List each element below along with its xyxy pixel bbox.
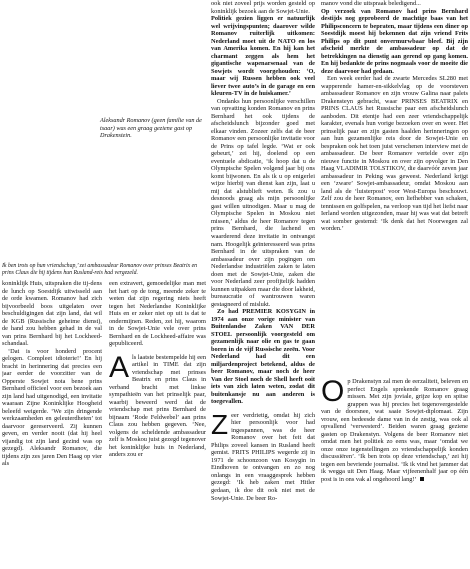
- bold-paragraph: Zo had PREMIER KOSYGIN in 1974 aan onze vorige minister van Buitenlandse Zaken VAN DER STOEL persoonlijk voorgesteld om gezamenlijk naar olie en gas te gaan boren in de vijf Russische zeeën. Voor Nederland had dit een miljardenproject betekend, aldus de beer Romanov, maar noch de heer Van der Stoel noch de Shell heeft ooit iets van zich laten weten, zodat dit buitenkansje nu aan anderen is toegevallen.: [211, 308, 315, 406]
- paragraph: ‘Dat is voor honderd procent gelogen. Compleet idioterie!’ En hij bracht in herinnering dat precies een jaar eerder de voorzitter van de Opperste Sowjet nota bene prins Bernhard officieel voor een bezoek aan zijn land had uitgenodigd, een invitatie waaraan Zijne Koninklijke Hoogheid beleefd weigerde. ‘We zijn dringende werkzaamheden en geleuterdheten’ tot daarvoor gereserveerd. Zij kunnen geven, en verder nooit (dat hij heel vijandig tot zijn land gezind was op gezegd). Aleksandr Romanov, die tijdens zijn zes jaren Den Haag op vier als: [2, 347, 102, 468]
- paragraph-text: p Drakenstyn zal men de eerzaliteit, beleven en perfect Engels sprekende Romanov graag missen. Met zijn joviale, grijze kop en spitse grappen was hij precies het tegenovergestelde van de doorsnee, wat saaie Sowjet-diplomaat. Zijn vrouw, een bedeesde dame van in de zestig, was ook al opvallend ‘verwesterd’. Beiden waren graag geziene gasten op Drakenstyn. Volgens de beer Romanov niet omdat men het politiek zo eens was, maar ‘omdat we onze onze tegenstellingen zo vriendschappelijk konden discussiëren’. ‘Ik ben trots op deze vriendschap,’ zei hij tegen een bevriende journalist. ‘Ik ik vind het jammer dat ik wegga uit Den Haag. Maar vijfeenenhalf jaar op één post is in ons vak al ongehoord lang!’: [321, 378, 468, 483]
- paragraph-text: eer verdrietig, omdat hij zich hier persoonlijk voor had ingespannen, was de heer Romanov over het feit dat Philips zoveel kansen in Rusland heeft gemist. FRITS PHILIPS wegerde zij in 1971 de schoonzoon van Kosygin in Eindhoven te ontvangen en zo nog onlangs in een vraaggesprek hebben gezegd: ‘Ik heb zaken met Hitler gedaan, ik doe dit ook niet met de Sowjet-Unie. De beer Ro-: [211, 411, 315, 502]
- text-column-4: [321, 0, 468, 569]
- paragraph: koninklijk Huis, uitspraken die tij-dens de lunch op Soestdijk uitwisseld aan de orde kwamen. Romanov had zich bijvoorbeeld boos uitgelaten over beschuldigingen dat zijn land, dat wil de KGB (Russische geheime dienst), de hand zou hebben gehad in de val van prins Bernhard bij het Lockheed-schandaal.: [2, 280, 102, 348]
- paragraph: manov vond die uitspraak beledigend...: [321, 0, 421, 7]
- dropcap-paragraph: [109, 350, 206, 459]
- bold-paragraph: Op verzoek van Romanov had prins Bernhard destijds nog geprobeerd de machtige baas van het Philipsconcern te bepraten, maar tijdens een diner op Soestdijk moest hij bekennen dat zijn vriend Frits Philips op dit punt onvermurwbaar bleef. Bij zijn afscheid merkte de ambassadeur op dat de betrekkingen na dienstig aan gerend op gang komen. En hij bedankte de prins nogmaals voor de moeite die deze daarvoor had gedaan.: [321, 7, 468, 75]
- dropcap-letter: Z: [211, 408, 229, 440]
- paragraph: ook niet zoveel prijs worden gesteld op koninklijk bezoek aan de Sowjet-Unie.: [211, 0, 315, 15]
- column-top: [321, 0, 468, 372]
- end-mark: [420, 477, 424, 481]
- text-column-3: [211, 0, 315, 569]
- paragraph: Een week eerder had de zwarte Mercedes SL280 met wapperende hamer-en-sikkelvlag op de voorsteven ambassadeur Romanov en zijn vrouw Galina naar paleis Drakensteyn gebracht, waar PRINSES BEATRIX en PRINS CLAUS het Russische paar een afscheidslunch aanboden. Dit etentje had een zeer vriendschappelijk karakter, evenals hun vorige bezoeken over en weer. Het prinselijk paar en zijn gasten haalden herinneringen op aan hun gezamenlijke reis door de Sowjet-Unie en bespraken ook het toen juist verschenen interview met de ambassadeur. De beer Romanov vertelde over zijn nieuwe functie in Moskou en over zijn opvolger in Den Haag VLADIMIR TOLSTIKOV, die daarvóór zeven jaar ambassadeur in Peking was geweest. Nederland krijgt een ‘zware’ Sowjet-ambassadeur, omdat Moskou aan land als de ‘luisterpost’ voor West-Europa beschouwt. Zelf zou de heer Romanov, een liefhebber van schaken, tennissen en golfspelen, na verloop van tijd het liefst naar Ierland worden uitgezonden, maar hij was wat dat betreft wat somber gestemd: ‘Ik denk dat het Noorwegen zal worden.’: [321, 75, 468, 233]
- bold-paragraph: Politiek gezien liggen er natuurlijk wel wrijvingspunten; daarover wilde Romanov ruiterlijk uitkomen: Nederland moet uit de NATO en los van Amerika komen. En hij kan het charmant zeggen als hem het gigantische wapenarsenaal van de Sowjets wordt voorgehouden: ‘O, maar wij Russen hebben ook veel liever twee auto’s in de garage en een kleuren-TV in de huiskamer.’: [211, 15, 315, 98]
- paragraph-text: ls laatste bestempelde hij een artikel in TIME dat zijn vriendschap met prinses Beatrix en prins Claus in verband bracht met linkse sympathieën van het prinselijk paar, waarbij beweerd werd dat de vriendschap met prins Bernhard de bijnaam ‘Rode Feldwebel’ aan prins Claus zou hebben gegeven. ‘Nee, volgens de scheldende ambassadeur zelf is Moskou juist gezegd tegenover het koninklijke huis in Nederland, anders zou er: [109, 353, 206, 459]
- paragraph: Ondanks hun persoonlijke verschillen van opvatting konden Romanov en prins Bernhard het ook tijdens de afscheidslunch bijzonder goed met elkaar vinden. Zozeer zelfs dat de beer Romanov een persoonlijke invitatie voor de Prins op tafel legde. ‘Wat er ook gebeurt,’ zei hij, doelend op een eventuele abdicatie, ‘ik hoop dat u de Olympische Spelen volgend jaar bij ons komt bijwonen. En als ik u op enigerlei wijze hierbij van dienst kan zijn, laat u mij dat alstublieft weten. Ik zou u desnoods graag als mijn persoonlijke gast willen uitnodigen. Maar u mag de Olympische Spelen in Moskou niet missen,’ aldus de heer Romanov tegen prins Bernhard, die lachend en waarderend deze invitatie in ontvangst nam. Hoogelijk geïnteresseerd was prins Bernhard in de uitspraken van de ambassadeur over zijn pogingen om Nederlandse industriëlen zaken te laten doen met de Sowjet-Unie, zaken die voor Nederland zeer profijtelijk hadden kunnen uitpakken maar die door lakheid, bureaucratie of wantrouwen waren gestagneerd of mislukt.: [211, 97, 315, 308]
- dropcap-letter: A: [109, 350, 130, 384]
- dropcap-paragraph: [211, 408, 315, 502]
- pull-quote: Ik ben trots op hun vriendschap,’ zei ambassadeur Romanov over prinses Beatrix en prins Claus die hij tijdens hun Rusland-reis had vergezeld.: [2, 263, 198, 277]
- paragraph: een extravert, gemoedelijke man met het hart op de tong, meende zeker te weten dat zijn regering niets heeft tegen het Nederlandse Koninklijke Huis en er zeker niet op uit is dat te ondermijnen. Reden, zei hij, waarom in de Sowjet-Unie vele over prins Bernhard en de Lockheed-affaire was gepubliceerd.: [109, 280, 206, 348]
- photo-caption: Aleksandr Romanov (geen familie van de tsaar) was een graag geziene gast op Drakenstein.: [100, 117, 202, 140]
- text-column-2: [109, 280, 206, 569]
- text-column-1: [2, 280, 102, 569]
- dropcap-paragraph: [321, 375, 468, 483]
- dropcap-letter: O: [321, 375, 345, 408]
